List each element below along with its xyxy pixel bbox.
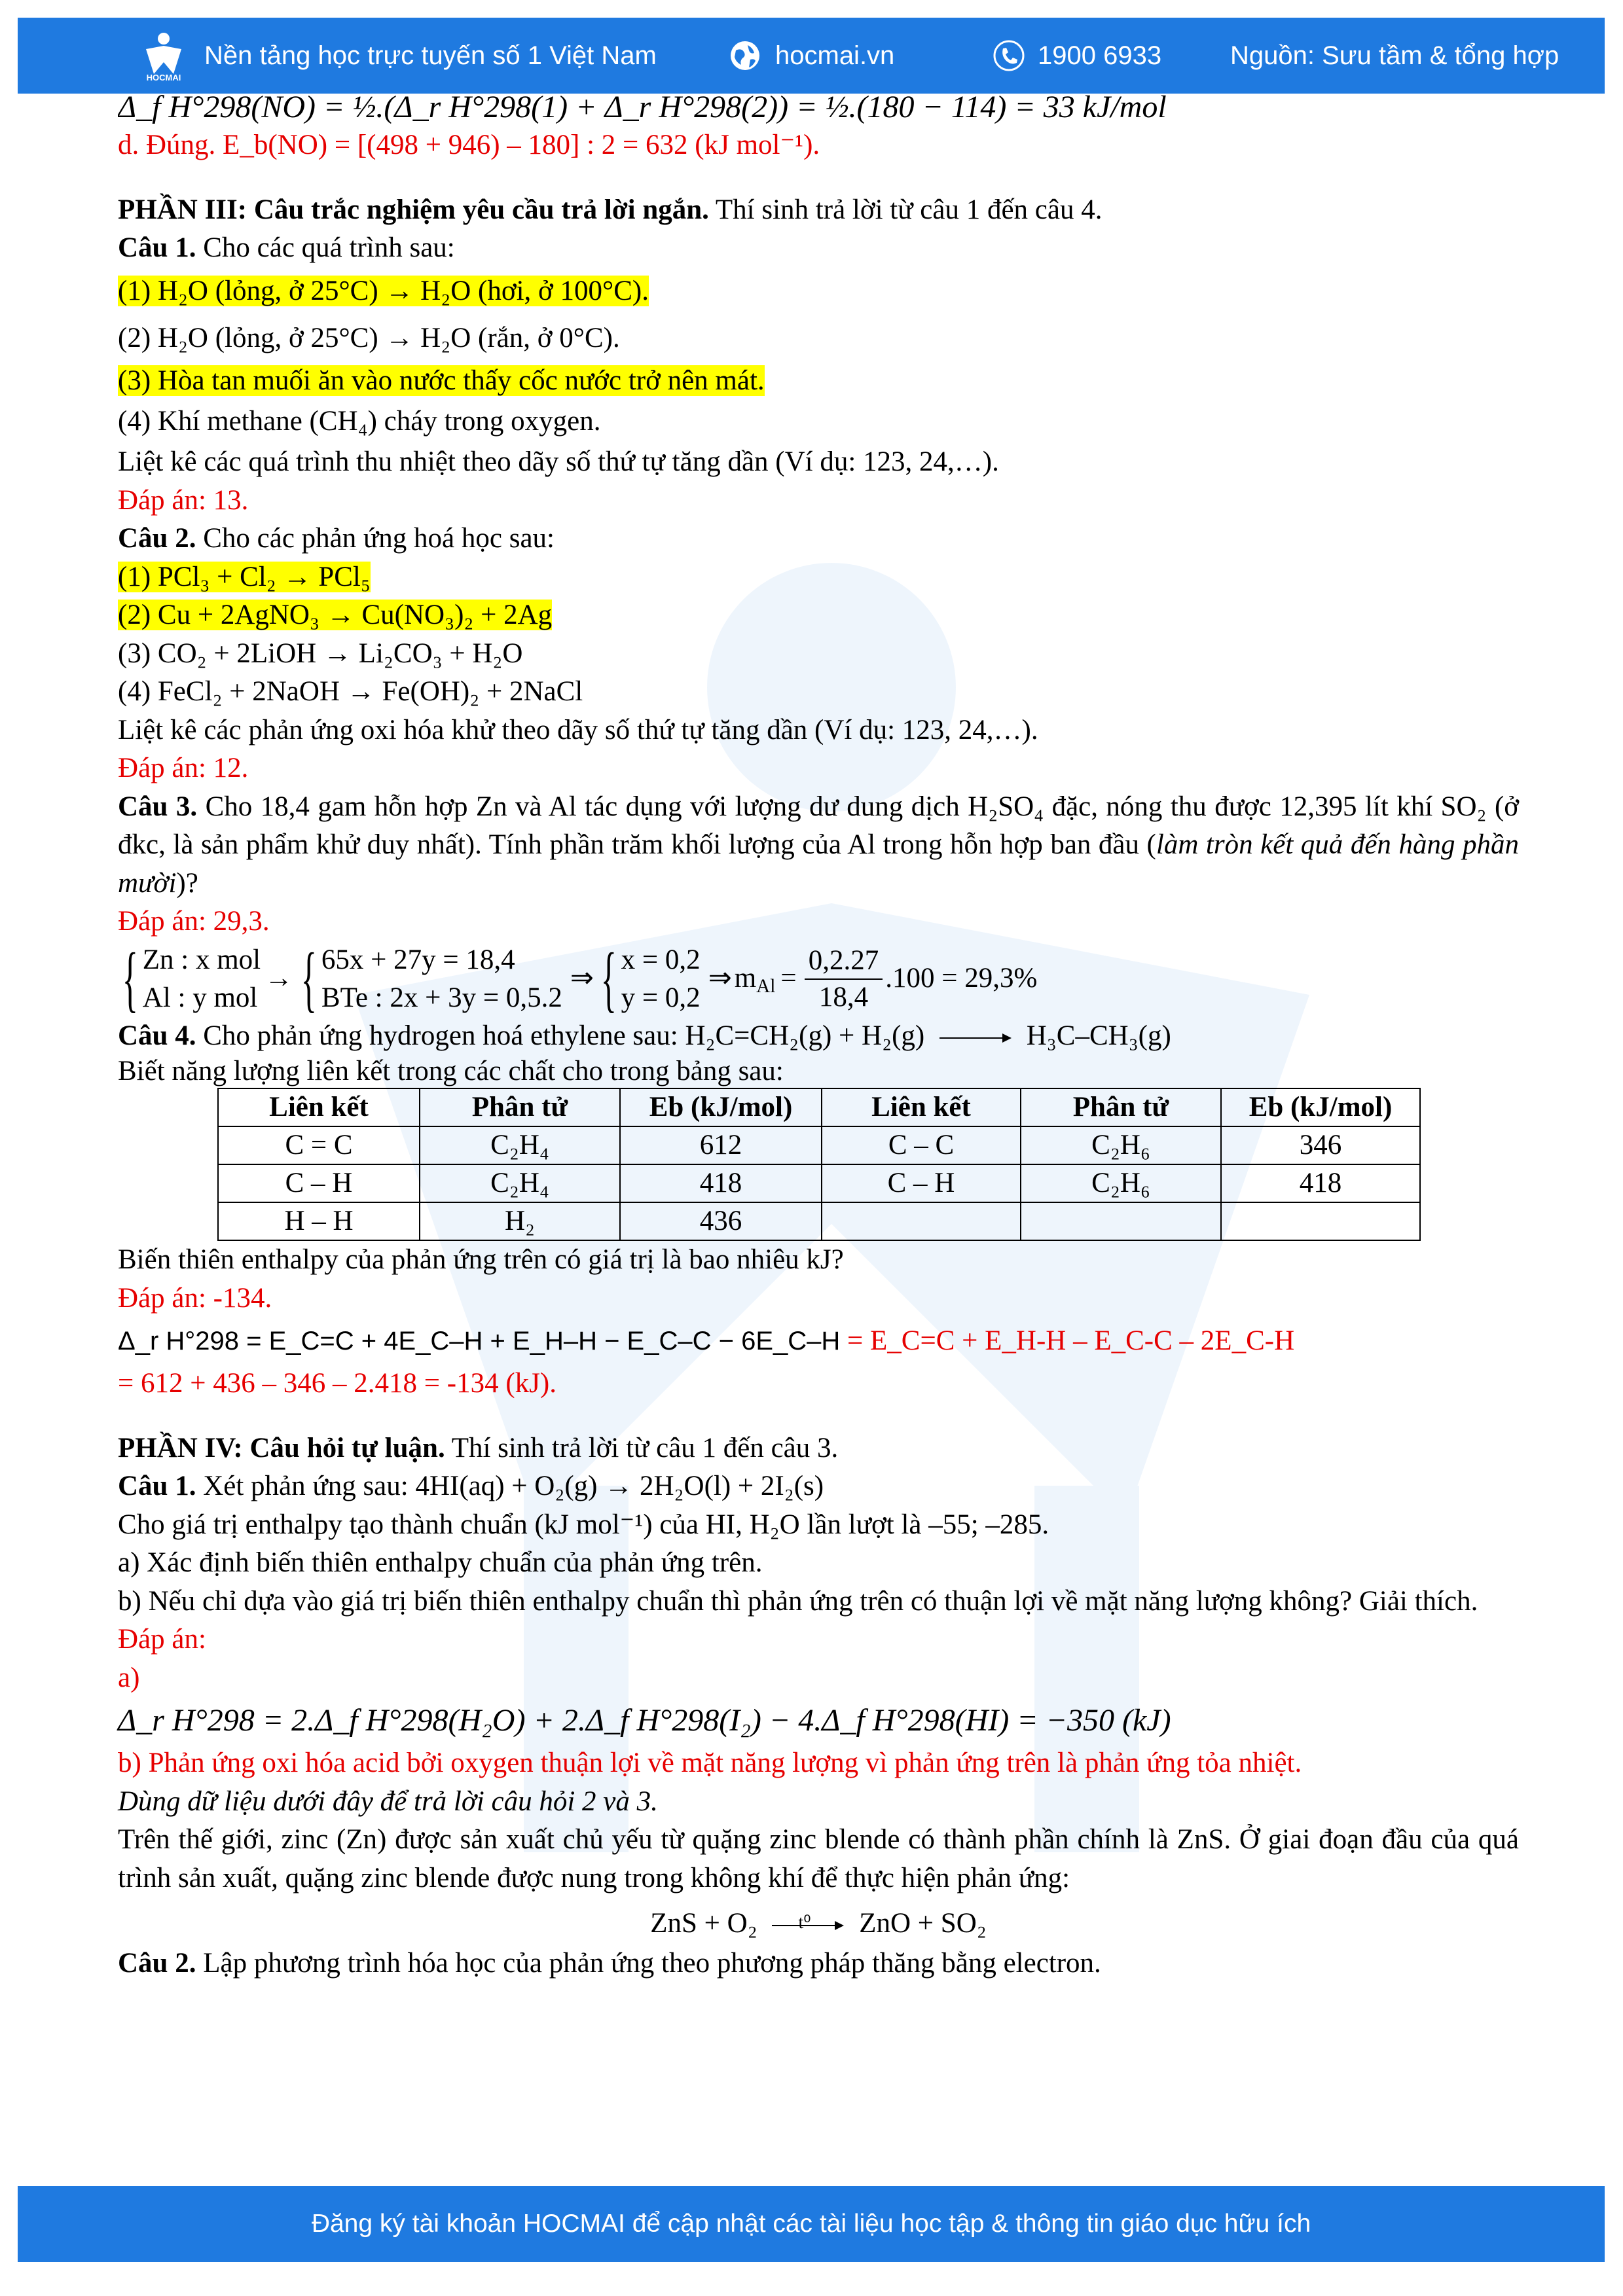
process-3-text: (3) Hòa tan muối ăn vào nước thấy cốc nước trở nên mát.: [118, 365, 765, 396]
q1-text: Cho các quá trình sau:: [203, 232, 455, 263]
table-cell: C – H: [822, 1164, 1021, 1202]
table-cell: C = C: [218, 1126, 420, 1164]
table-row: [218, 1202, 1420, 1240]
header-tagline: Nền tảng học trực tuyến số 1 Việt Nam: [204, 41, 657, 70]
formula-delta-h-no: Δ_f H°298(NO) = ½.(Δ_r H°298(1) + Δ_r H°298(2)) = ½.(180 − 114) = 33 kJ/mol: [118, 90, 1167, 124]
document-body: [118, 88, 1519, 1983]
website-text[interactable]: hocmai.vn: [775, 41, 895, 70]
q4-question: Biến thiên enthalpy của phản ứng trên có giá trị là bao nhiêu kJ?: [118, 1244, 844, 1275]
process-4-a: (4) Khí methane: [118, 406, 302, 437]
system-1: [143, 941, 261, 1017]
q4-formula-red: = E_C=C + E_H-H – E_C-C – 2E_C-H: [847, 1325, 1295, 1356]
q3-solution-system: [118, 938, 1519, 1020]
q2-reaction-2: [118, 596, 1519, 635]
footer-text[interactable]: Đăng ký tài khoản HOCMAI để cập nhật các tài liệu học tập & thông tin giáo dục hữu ích: [311, 2210, 1311, 2238]
footer-bar[interactable]: [18, 2186, 1605, 2262]
brace-3: {: [600, 938, 617, 1020]
q2-question: Liệt kê các phản ứng oxi hóa khử theo dãy số thứ tự tăng dần (Ví dụ: 123, 24,…).: [118, 714, 1038, 745]
table-header: Eb (kJ/mol): [620, 1088, 822, 1126]
q1-process-2: (2) H₂O (lỏng, ở 25°C) → H₂O (rắn, ở 0°C).: [118, 322, 620, 353]
system-3: [621, 941, 701, 1017]
q1-label: Câu 1.: [118, 232, 196, 263]
sys3-line-b: y = 0,2: [621, 982, 701, 1013]
q2-reaction-4: (4) FeCl₂ + 2NaOH → Fe(OH)₂ + 2NaCl: [118, 676, 583, 707]
p4-q1-answer-a-label: a): [118, 1662, 140, 1693]
fraction: [805, 943, 883, 1015]
data-intro: Dùng dữ liệu dưới đây để trả lời câu hỏi 2 và 3.: [118, 1785, 658, 1817]
q2-label: Câu 2.: [118, 523, 196, 554]
q1-answer: Đáp án: 13.: [118, 484, 249, 516]
p4-q1-text: Xét phản ứng sau: 4HI(aq) + O₂(g) → 2H₂O(l) + 2I₂(s): [203, 1471, 824, 1501]
system-2: [321, 941, 562, 1017]
part4-instruction: Thí sinh trả lời từ câu 1 đến câu 3.: [451, 1432, 839, 1463]
q4-text-b: H₃C–CH₃(g): [1026, 1020, 1171, 1051]
fraction-denominator: 18,4: [818, 981, 869, 1013]
table-cell: 418: [620, 1164, 822, 1202]
zns-reaction: [118, 1897, 1519, 1945]
table-cell: 612: [620, 1126, 822, 1164]
answer-d: d. Đúng. E_b(NO) = [(498 + 946) – 180] : 2 = 632 (kJ mol⁻¹).: [118, 130, 820, 160]
q2-text: Cho các phản ứng hoá học sau:: [203, 523, 555, 554]
table-cell: C – C: [822, 1126, 1021, 1164]
q4-text-a: Cho phản ứng hydrogen hoá ethylene sau: H₂C=CH₂(g) + H₂(g): [203, 1020, 925, 1051]
q2-reaction-3: (3) CO₂ + 2LiOH → Li₂CO₃ + H₂O: [118, 637, 523, 669]
table-header: Phân tử: [420, 1088, 620, 1126]
table-cell: C – H: [218, 1164, 420, 1202]
q1-process-1: [118, 268, 1519, 315]
logo: [134, 18, 193, 94]
q4-answer: Đáp án: -134.: [118, 1282, 272, 1314]
p4-q2-label: Câu 2.: [118, 1948, 196, 1979]
p4-q2: [118, 1945, 1519, 1983]
process-4-formula: (CH₄): [309, 406, 377, 437]
table-header: Liên kết: [822, 1088, 1021, 1126]
table-cell: 346: [1221, 1126, 1420, 1164]
reaction-condition: t⁰: [798, 1912, 811, 1933]
q3-text: [118, 788, 1519, 903]
table-cell: H – H: [218, 1202, 420, 1240]
mass-al: $m_{Al}$: [734, 963, 776, 997]
process-4-c: cháy trong oxygen.: [384, 406, 601, 437]
q1-process-4: [118, 400, 1519, 443]
q3-answer: Đáp án: 29,3.: [118, 906, 270, 937]
header-bar: [18, 18, 1605, 94]
sys2-line-a: 65x + 27y = 18,4: [321, 944, 515, 975]
sys3-line-a: x = 0,2: [621, 944, 701, 975]
header-website[interactable]: [728, 18, 894, 94]
hocmai-logo-icon: [134, 29, 193, 82]
p4-q1-answer-label: Đáp án:: [118, 1624, 206, 1655]
p4-q1-answer-b: b) Phản ứng oxi hóa acid bởi oxygen thuận lợi về mặt năng lượng vì phản ứng trên là phản ứng tỏa nhiệt.: [118, 1748, 1302, 1778]
table-row: [218, 1164, 1420, 1202]
table-cell: C₂H₆: [1021, 1126, 1221, 1164]
header-source: Nguồn: Sưu tầm & tổng hợp: [1230, 41, 1559, 70]
process-1-text: (1) H₂O (lỏng, ở 25°C) → H₂O (hơi, ở 100°C).: [118, 275, 649, 306]
part4-title: PHẦN IV: Câu hỏi tự luận.: [118, 1432, 445, 1463]
q3-text-b: )?: [176, 867, 198, 899]
reaction-1-text: (1) PCl₃ + Cl₂ → PCl₅: [118, 561, 371, 592]
p4-q1-a: a) Xác định biến thiên enthalpy chuẩn của phản ứng trên.: [118, 1547, 763, 1578]
context-paragraph: Trên thế giới, zinc (Zn) được sản xuất chủ yếu từ quặng zinc blende có thành phần chính là ZnS. Ở giai đoạn đầu của quá trình sản xuất, quặng zinc blende được nung trong không khí để thực hiện phản ứng:: [118, 1824, 1519, 1893]
table-header: Liên kết: [218, 1088, 420, 1126]
table-header: Phân tử: [1021, 1088, 1221, 1126]
bond-energy-table: [217, 1088, 1421, 1241]
table-cell: C₂H₄: [420, 1126, 620, 1164]
part4-heading: [118, 1429, 1519, 1468]
heat-arrow-icon: [772, 1912, 844, 1933]
q4-label: Câu 4.: [118, 1020, 196, 1051]
part3-instruction: Thí sinh trả lời từ câu 1 đến câu 4.: [715, 194, 1103, 225]
phone-icon: [992, 39, 1026, 73]
q1-question: Liệt kê các quá trình thu nhiệt theo dãy số thứ tự tăng dần (Ví dụ: 123, 24,…).: [118, 446, 999, 477]
q2-reaction-1: [118, 558, 1519, 597]
q3-label: Câu 3.: [118, 791, 198, 822]
reaction-right: ZnO + SO₂: [859, 1908, 987, 1939]
q4-calc: = 612 + 436 – 346 – 2.418 = -134 (kJ).: [118, 1368, 556, 1399]
p4-q1-given: Cho giá trị enthalpy tạo thành chuẩn (kJ mol⁻¹) của HI, H₂O lần lượt là –55; –285.: [118, 1509, 1049, 1540]
p4-q2-text: Lập phương trình hóa học của phản ứng theo phương pháp thăng bằng electron.: [203, 1948, 1101, 1979]
brace-1: {: [122, 938, 138, 1020]
table-cell: 436: [620, 1202, 822, 1240]
table-header: Eb (kJ/mol): [1221, 1088, 1420, 1126]
q1-process-3: [118, 362, 1519, 401]
part3-heading: [118, 191, 1519, 230]
p4-q1-b: b) Nếu chỉ dựa vào giá trị biến thiên enthalpy chuẩn thì phản ứng trên có thuận lợi về mặt năng lượng không? Giải thích.: [118, 1585, 1478, 1617]
part3-title: PHẦN III: Câu trắc nghiệm yêu cầu trả lời ngắn.: [118, 194, 709, 225]
q2-intro: [118, 520, 1519, 558]
q1-intro: [118, 229, 1519, 268]
table-cell: [1021, 1202, 1221, 1240]
table-cell: C₂H₆: [1021, 1164, 1221, 1202]
q3-text-italic: làm tròn kết quả đến hàng phần mười: [118, 829, 1519, 899]
phone-text[interactable]: 1900 6933: [1038, 41, 1162, 70]
reaction-left: ZnS + O₂: [650, 1908, 757, 1939]
table-cell: 418: [1221, 1164, 1420, 1202]
implies-1: ⇒: [570, 963, 594, 994]
p4-q1-label: Câu 1.: [118, 1471, 196, 1501]
table-header-row: [218, 1088, 1420, 1126]
globe-icon: [728, 39, 762, 73]
q3-result: .100 = 29,3%: [885, 963, 1038, 994]
table-cell: H₂: [420, 1202, 620, 1240]
sys2-line-b: BTe : 2x + 3y = 0,5.2: [321, 982, 562, 1013]
brace-2: {: [301, 938, 318, 1020]
q2-answer: Đáp án: 12.: [118, 753, 249, 783]
p4-q1-answer-a-formula: Δ_r H°298 = 2.Δ_f H°298(H₂O) + 2.Δ_f H°298(I₂) − 4.Δ_f H°298(HI) = −350 (kJ): [118, 1703, 1171, 1738]
fraction-numerator: 0,2.27: [805, 943, 883, 980]
implies-2: ⇒: [708, 963, 732, 994]
table-cell: C₂H₄: [420, 1164, 620, 1202]
q4-intro: [118, 1017, 1519, 1056]
p4-q1-intro: [118, 1467, 1519, 1506]
arrow-1: →: [264, 963, 293, 994]
table-cell: [1221, 1202, 1420, 1240]
q3-text-a: Cho 18,4 gam hỗn hợp Zn và Al tác dụng với lượng dư dung dịch H₂SO₄ đặc, nóng thu được 12,395 lít khí SO₂ (ở đkc, là sản phẩm khử duy nhất). Tính phần trăm khối lượng của Al trong hỗn hợp ban đầu (: [118, 791, 1519, 860]
reaction-2-text: (2) Cu + 2AgNO₃ → Cu(NO₃)₂ + 2Ag: [118, 600, 553, 630]
svg-text:HOCMAI: HOCMAI: [146, 73, 181, 82]
reaction-arrow-icon: [939, 1031, 1012, 1045]
equals: =: [780, 963, 797, 994]
sys1-line-a: Zn : x mol: [142, 944, 261, 975]
sys1-line-b: Al : y mol: [142, 982, 258, 1013]
q4-formula-black: Δ_r H°298 = E_C=C + 4E_C–H + E_H–H − E_C–C − 6E_C–H: [118, 1327, 841, 1355]
q4-formula: [118, 1318, 1519, 1365]
table-row: [218, 1126, 1420, 1164]
q4-table-intro: Biết năng lượng liên kết trong các chất cho trong bảng sau:: [118, 1056, 784, 1086]
table-cell: [822, 1202, 1021, 1240]
header-phone[interactable]: [992, 18, 1161, 94]
